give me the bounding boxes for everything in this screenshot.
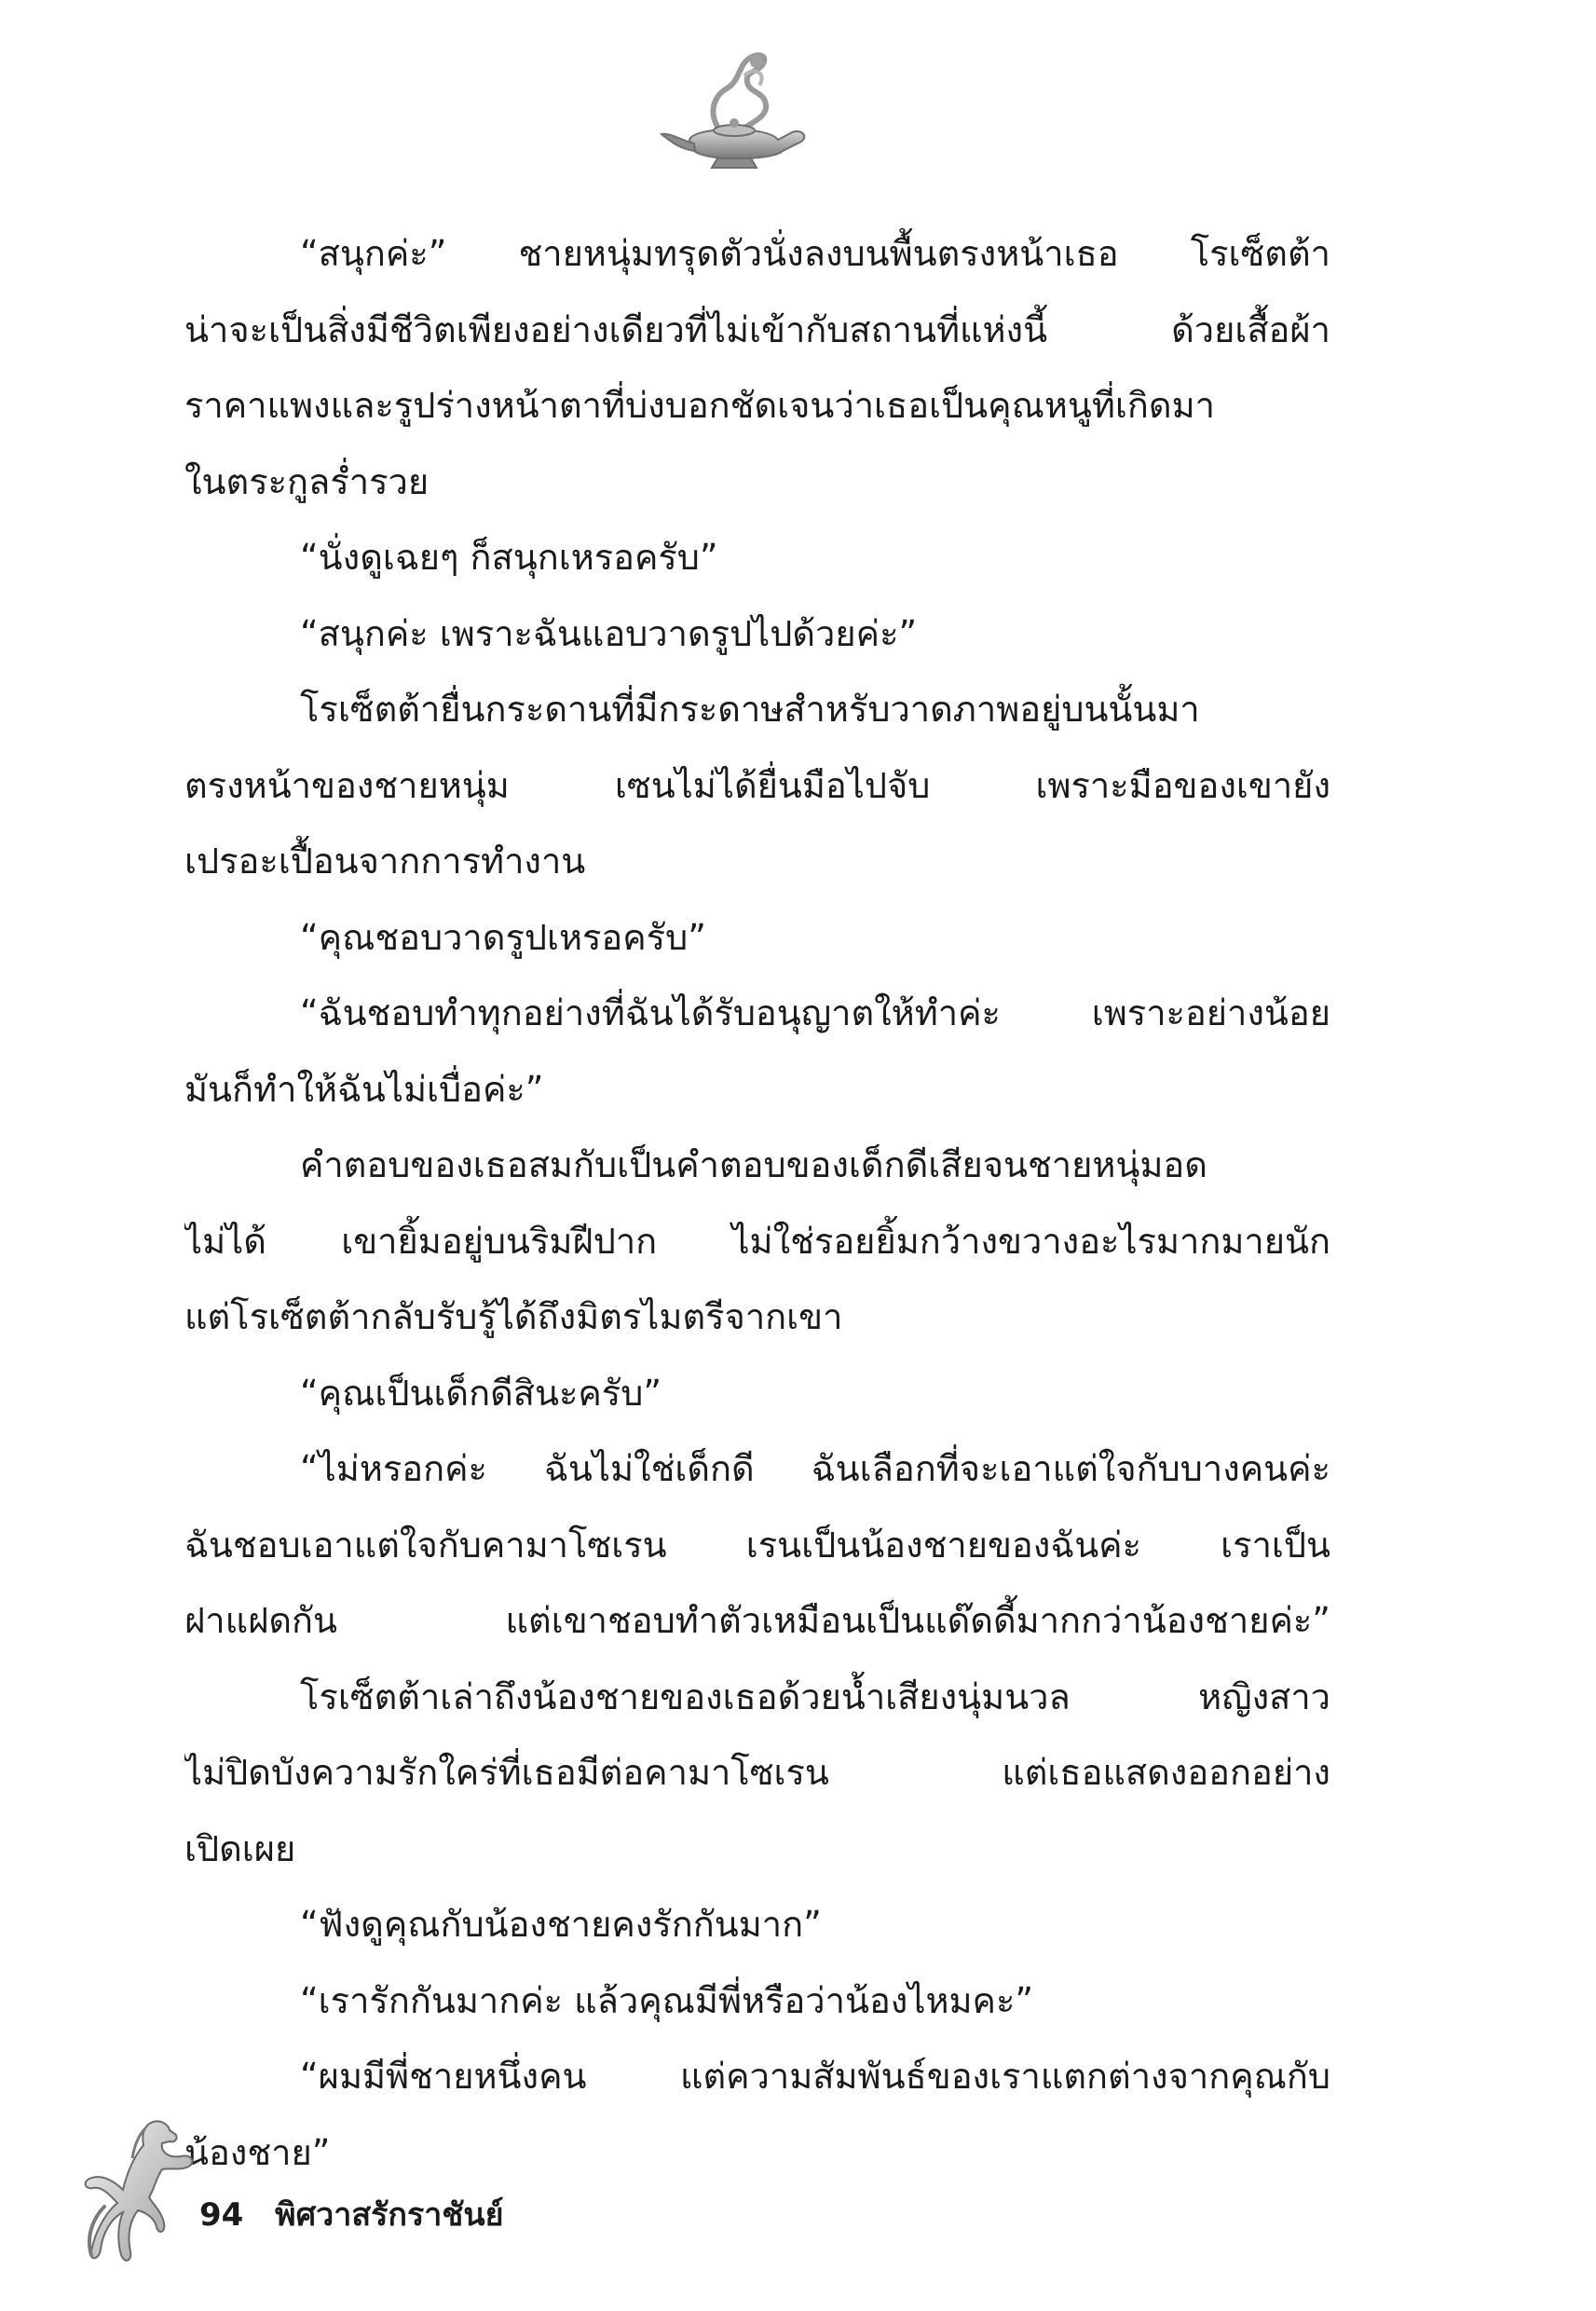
- text-line: ฝาแฝดกัน แต่เขาชอบทำตัวเหมือนเป็นแด๊ดดี้มากกว่าน้องชายค่ะ”: [184, 1600, 1330, 1641]
- book-title: พิศวาสรักราชันย์: [275, 2196, 504, 2234]
- text-line: “นั่งดูเฉยๆ ก็สนุกเหรอครับ”: [300, 537, 718, 578]
- page-footer: [199, 2192, 504, 2238]
- text-line: ฉันชอบเอาแต่ใจกับคามาโซเรน เรนเป็นน้องชายของฉันค่ะ เราเป็น: [184, 1524, 1330, 1566]
- text-line: เปิดเผย: [184, 1827, 296, 1869]
- text-line: ไม่ปิดบังความรักใคร่ที่เธอมีต่อคามาโซเรน แต่เธอแสดงออกอย่าง: [184, 1752, 1330, 1793]
- text-line: น้องชาย”: [184, 2131, 331, 2173]
- text-line: เปรอะเปื้อนจากการทำงาน: [184, 841, 586, 882]
- page-number: 94: [199, 2196, 244, 2234]
- text-line: “คุณชอบวาดรูปเหรอครับ”: [300, 916, 706, 958]
- text-line: “สนุกค่ะ” ชายหนุ่มทรุดตัวนั่งลงบนพื้นตรงหน้าเธอ โรเซ็ตต้า: [300, 233, 1330, 274]
- text-line: “ไม่หรอกค่ะ ฉันไม่ใช่เด็กดี ฉันเลือกที่จะเอาแต่ใจกับบางคนค่ะ: [300, 1448, 1330, 1489]
- text-line: “เรารักกันมากค่ะ แล้วคุณมีพี่หรือว่าน้องไหมคะ”: [300, 1979, 1034, 2021]
- text-line: ตรงหน้าของชายหนุ่ม เซนไม่ได้ยื่นมือไปจับ เพราะมือของเขายัง: [184, 764, 1330, 806]
- text-line: มันก็ทำให้ฉันไม่เบื่อค่ะ”: [184, 1068, 544, 1110]
- text-line: คำตอบของเธอสมกับเป็นคำตอบของเด็กดีเสียจนชายหนุ่มอด: [300, 1144, 1207, 1185]
- text-line: “ผมมีพี่ชายหนึ่งคน แต่ความสัมพันธ์ของเราแตกต่างจากคุณกับ: [300, 2056, 1330, 2097]
- text-line: “ฉันชอบทำทุกอย่างที่ฉันได้รับอนุญาตให้ทำค่ะ เพราะอย่างน้อย: [300, 992, 1330, 1033]
- text-line: โรเซ็ตต้าเล่าถึงน้องชายของเธอด้วยน้ำเสียงนุ่มนวล หญิงสาว: [300, 1675, 1330, 1717]
- text-line: น่าจะเป็นสิ่งมีชีวิตเพียงอย่างเดียวที่ไม่เข้ากับสถานที่แห่งนี้ ด้วยเสื้อผ้า: [184, 308, 1330, 350]
- magic-lamp-icon: [652, 47, 820, 177]
- text-line: “คุณเป็นเด็กดีสินะครับ”: [300, 1372, 662, 1414]
- text-line: ในตระกูลร่ำรวย: [184, 460, 430, 502]
- horse-icon: [65, 2115, 205, 2278]
- text-line: แต่โรเซ็ตต้ากลับรับรู้ได้ถึงมิตรไมตรีจากเขา: [184, 1296, 843, 1337]
- body-text: [184, 216, 1330, 2191]
- text-line: โรเซ็ตต้ายื่นกระดานที่มีกระดาษสำหรับวาดภาพอยู่บนนั้นมา: [300, 689, 1200, 730]
- text-line: ราคาแพงและรูปร่างหน้าตาที่บ่งบอกชัดเจนว่าเธอเป็นคุณหนูที่เกิดมา: [184, 385, 1215, 426]
- text-line: ไม่ได้ เขายิ้มอยู่บนริมฝีปาก ไม่ใช่รอยยิ้มกว้างขวางอะไรมากมายนัก: [184, 1220, 1330, 1262]
- text-line: “ฟังดูคุณกับน้องชายคงรักกันมาก”: [300, 1904, 822, 1945]
- text-line: “สนุกค่ะ เพราะฉันแอบวาดรูปไปด้วยค่ะ”: [300, 612, 918, 654]
